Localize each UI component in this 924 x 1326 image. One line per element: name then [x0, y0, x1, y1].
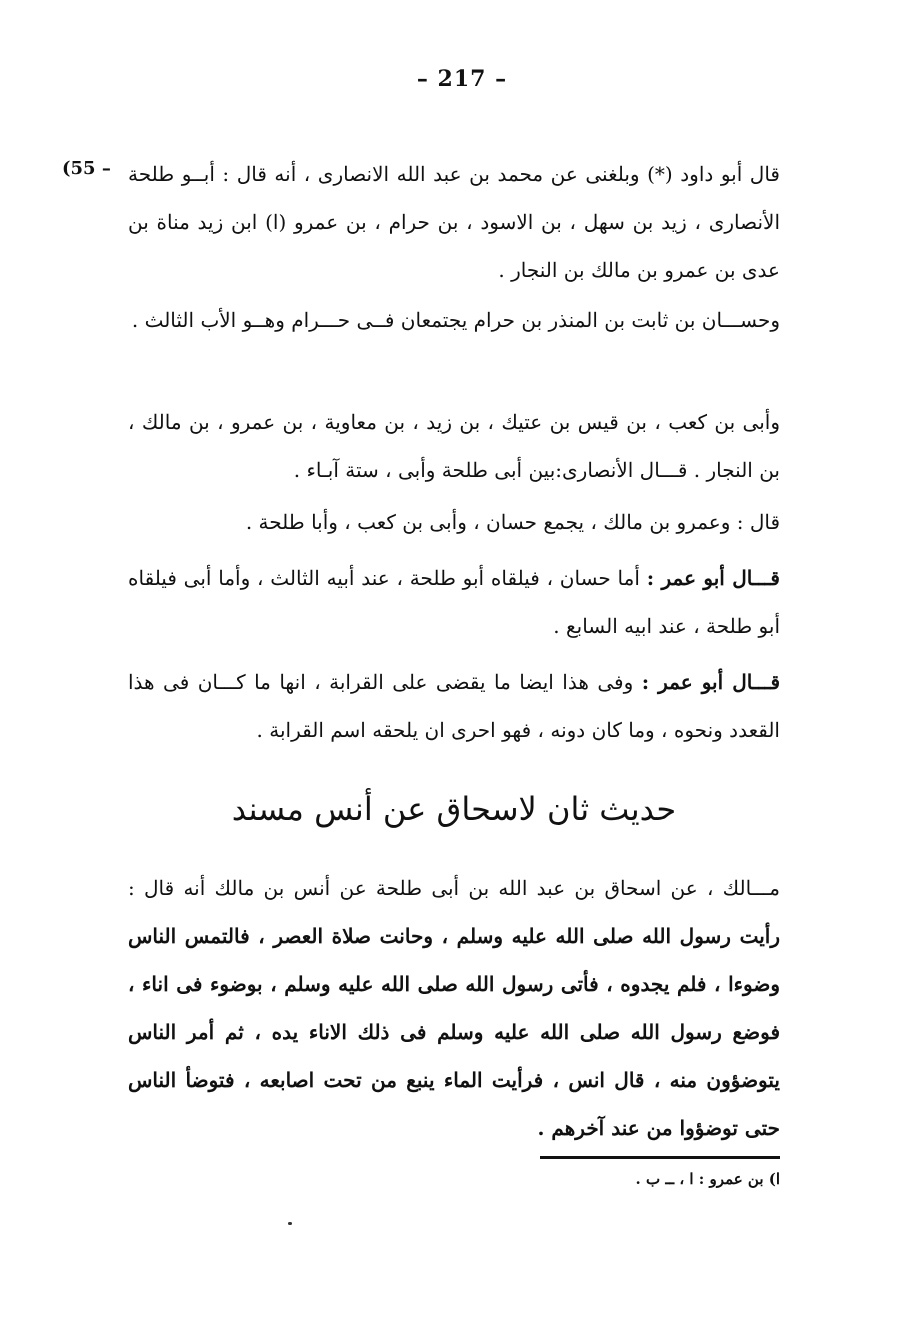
page-number: – 217 –	[416, 66, 508, 92]
hadith-body: رأيت رسول الله صلى الله عليه وسلم ، وحانت صلاة العصر ، فالتمس الناس وضوءا ، فلم يجدوه ، فأتى رسول الله صلى الله عليه وسلم ، بوضوء فى اناء ، فوضع رسول الله صلى الله عليه وسلم فى ذلك الاناء يده ، ثم أمر الناس يتوضؤون منه ، قال انس ، فرأيت الماء ينبع من تحت اصابعه ، فتوضأ الناس حتى توضؤوا من عند آخرهم .	[128, 924, 780, 1140]
paragraph-3-text: وأبى بن كعب ، بن قيس بن عتيك ، بن زيد ، بن معاوية ، بن عمرو ، بن مالك ، بن النجار . قـــال الأنصارى:بين أبى طلحة وأبى ، ستة آبـاء .	[128, 410, 780, 482]
paragraph-1	[128, 150, 780, 294]
paragraph-5-lead: قـــال أبو عمر :	[646, 566, 780, 590]
paragraph-5	[128, 554, 780, 650]
margin-number: (55 –	[62, 158, 111, 179]
paragraph-5-text: أما حسان ، فيلقاه أبو طلحة ، عند أبيه الثالث ، وأما أبى فيلقاه أبو طلحة ، عند ابيه السابع .	[128, 566, 780, 638]
footnote-rule	[540, 1156, 780, 1159]
footnote: ا) بن عمرو : ا ، ــ ب .	[635, 1170, 780, 1188]
paragraph-6	[128, 658, 780, 754]
section-heading: حديث ثان لاسحاق عن أنس مسند	[231, 790, 677, 828]
paragraph-1-text: قال أبو داود (*) وبلغنى عن محمد بن عبد الله الانصارى ، أنه قال : أبــو طلحة الأنصارى ، زيد بن سهل ، بن الاسود ، بن حرام ، بن عمرو (ا) ابن زيد مناة بن عدى بن عمرو بن مالك بن النجار .	[128, 162, 780, 282]
paragraph-2-text: وحســـان بن ثابت بن المنذر بن حرام يجتمعان فــى حـــرام وهــو الأب الثالث .	[131, 308, 780, 332]
paragraph-4	[128, 498, 780, 546]
paragraph-4-text: قال : وعمرو بن مالك ، يجمع حسان ، وأبى بن كعب ، وأبا طلحة .	[245, 510, 780, 534]
paragraph-6-lead: قـــال أبو عمر :	[641, 670, 781, 694]
hadith-paragraph	[128, 864, 780, 1152]
paragraph-2	[128, 296, 780, 344]
print-speck	[288, 1222, 292, 1225]
paragraph-6-text: وفى هذا ايضا ما يقضى على القرابة ، انها ما كـــان فى هذا القعدد ونحوه ، وما كان دونه ، فهو احرى ان يلحقه اسم القرابة .	[128, 670, 780, 742]
hadith-intro: مـــالك ، عن اسحاق بن عبد الله بن أبى طلحة عن أنس بن مالك أنه قال :	[128, 876, 780, 900]
paragraph-3	[128, 398, 780, 494]
